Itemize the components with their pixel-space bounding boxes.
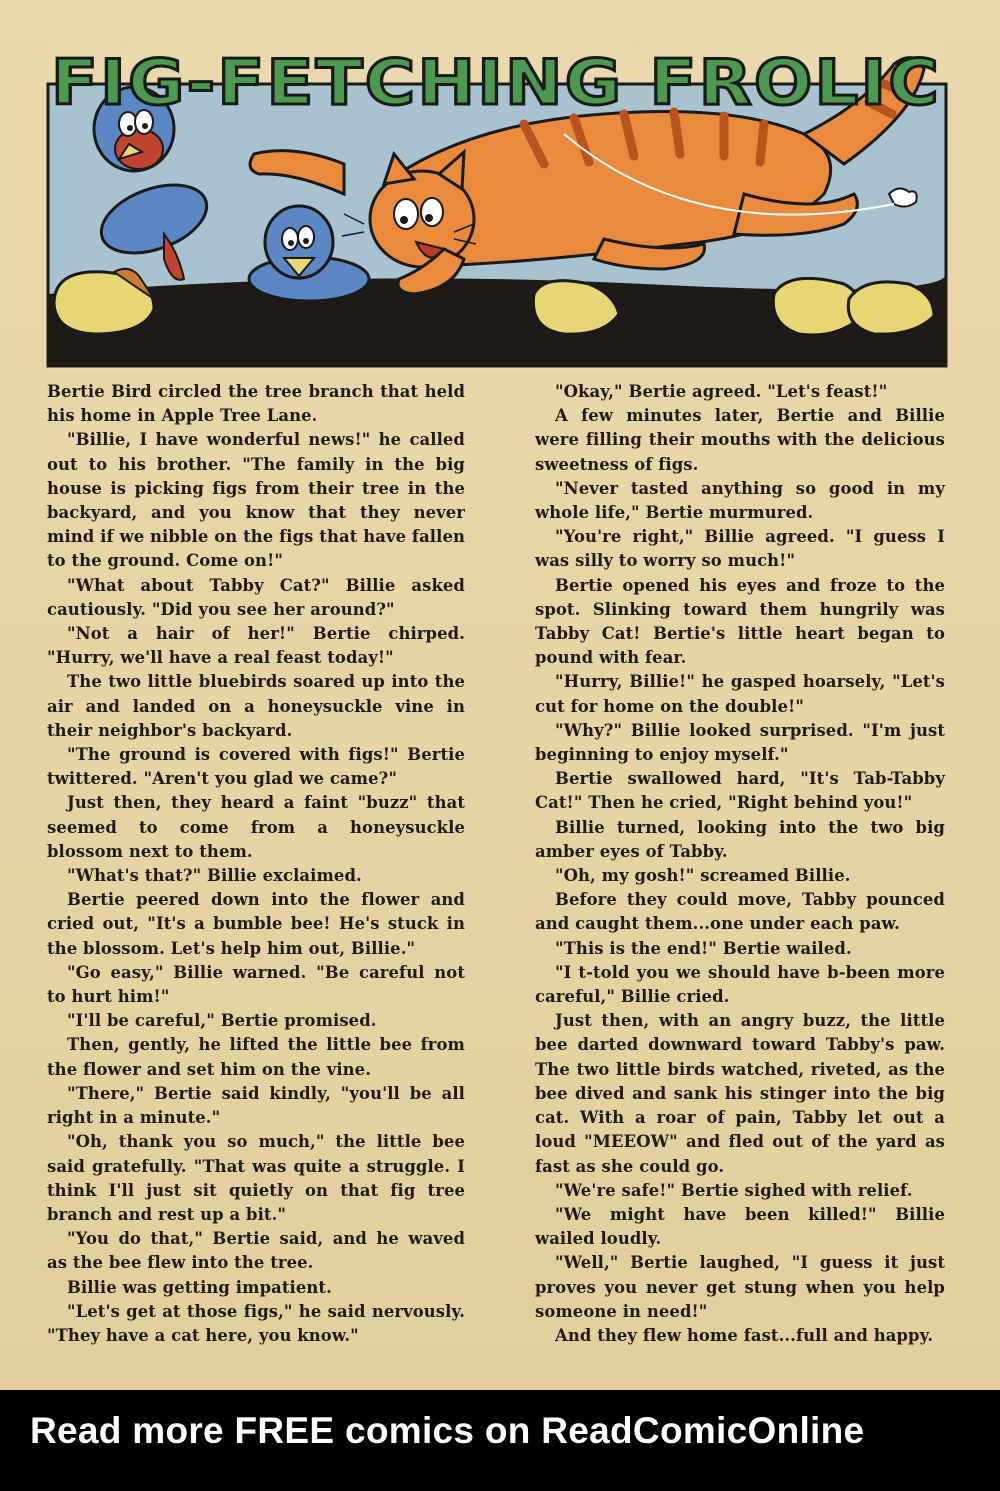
story-paragraph: "The ground is covered with figs!" Bertie twittered. "Aren't you glad we came?" [47,745,465,789]
story-paragraph: Billie turned, looking into the two big amber eyes of Tabby. [535,817,945,861]
story-paragraph: A few minutes later, Bertie and Billie were filling their mouths with the delicious sweetness of figs. [535,406,945,474]
story-paragraph: Just then, with an angry buzz, the little bee darted downward toward Tabby's paw. The two little birds watched, riveted, as the bee dived and sank his stinger into the big cat. With a roar of pain, Tabby let out a loud "MEEOW" and fled out of the yard as fast as she could go. [535,1011,945,1176]
story-paragraph: "You do that," Bertie said, and he waved as the bee flew into the tree. [47,1229,465,1273]
story-paragraph: The two little bluebirds soared up into the air and landed on a honeysuckle vine in their neighbor's backyard. [47,672,465,740]
story-paragraph: "Let's get at those figs," he said nervously. "They have a cat here, you know." [47,1301,465,1345]
illustration-svg [44,44,949,370]
story-paragraph: "Not a hair of her!" Bertie chirped. "Hurry, we'll have a real feast today!" [47,624,465,668]
story-paragraph: "I'll be careful," Bertie promised. [67,1011,377,1031]
promo-banner-text[interactable]: Read more FREE comics on ReadComicOnline [30,1410,865,1451]
story-paragraph: "Okay," Bertie agreed. "Let's feast!" [555,382,888,401]
promo-banner[interactable] [0,1390,1000,1491]
story-paragraph: Just then, they heard a faint "buzz" that seemed to come from a honeysuckle blossom next to them. [47,793,465,861]
story-paragraph: "Well," Bertie laughed, "I guess it just proves you never get stung when you help someone in need!" [535,1253,945,1321]
story-paragraph: "This is the end!" Bertie wailed. [555,938,852,958]
story-paragraph: Then, gently, he lifted the little bee from the flower and set him on the vine. [47,1035,465,1079]
story-paragraph: "Why?" Billie looked surprised. "I'm just beginning to enjoy myself." [535,720,945,765]
story-paragraph: "We might have been killed!" Billie wailed loudly. [535,1204,945,1249]
story-paragraph: "Hurry, Billie!" he gasped hoarsely, "Let's cut for home on the double!" [535,672,945,716]
story-paragraph: "Oh, my gosh!" screamed Billie. [555,866,851,886]
story-paragraph: Before they could move, Tabby pounced and caught them...one under each paw. [535,890,945,934]
story-paragraph: "There," Bertie said kindly, "you'll be all right in a minute." [47,1083,465,1128]
story-paragraph: "I t-told you we should have b-been more careful," Billie cried. [535,962,945,1007]
title-illustration-panel [44,44,949,370]
story-paragraph: Bertie swallowed hard, "It's Tab-Tabby Cat!" Then he cried, "Right behind you!" [535,769,945,813]
story-paragraph: "Billie, I have wonderful news!" he called out to his brother. "The family in the big house is picking figs from their tree in the backyard, and you know that they never mind if we nibble on the figs that have fallen to the ground. Come on!" [47,430,465,571]
story-paragraph: Bertie peered down into the flower and cried out, "It's a bumble bee! He's stuck in the blossom. Let's help him out, Billie." [47,890,465,958]
story-paragraph: "We're safe!" Bertie sighed with relief. [555,1180,913,1200]
story-paragraph: Bertie Bird circled the tree branch that held his home in Apple Tree Lane. [47,382,465,426]
story-paragraph: Billie was getting impatient. [67,1277,332,1297]
story-paragraph: Bertie opened his eyes and froze to the spot. Slinking toward them hungrily was Tabby Cat! Bertie's little heart began to pound with fear. [535,575,945,668]
story-paragraph: "Go easy," Billie warned. "Be careful not to hurt him!" [47,962,465,1007]
story-title: FIG-FETCHING FROLIC [51,46,941,119]
right-text-column [535,380,945,1348]
story-paragraph: "Oh, thank you so much," the little bee said gratefully. "That was quite a struggle. I think I'll just sit quietly on that fig tree branch and rest up a bit." [47,1132,465,1224]
story-paragraph: "Never tasted anything so good in my whole life," Bertie murmured. [535,478,945,523]
story-text-columns [47,380,949,1380]
story-paragraph: "What about Tabby Cat?" Billie asked cautiously. "Did you see her around?" [47,575,465,619]
left-text-column [47,380,465,1348]
story-paragraph: "You're right," Billie agreed. "I guess I was silly to worry so much!" [535,527,945,571]
story-paragraph: And they flew home fast...full and happy. [555,1325,934,1345]
story-paragraph: "What's that?" Billie exclaimed. [67,866,362,886]
